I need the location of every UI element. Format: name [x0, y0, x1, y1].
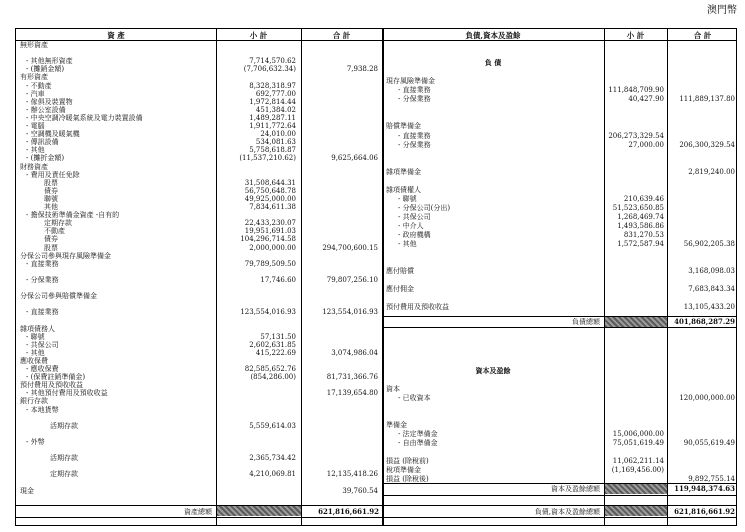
row-label: - 其他預付費用及預收收益	[26, 389, 108, 398]
row-label: 損益 (除稅後)	[386, 475, 429, 484]
row-label: 銀行存款	[20, 397, 48, 406]
shaded-cell	[605, 484, 667, 494]
row-subtotal: 534,081.63	[255, 138, 296, 147]
row-label: - (保費註銷準備金)	[26, 373, 86, 382]
row-subtotal: 15,006,000.00	[612, 430, 664, 439]
row-label: - 其他無形資產	[26, 57, 73, 66]
row-total: 123,554,016.93	[322, 308, 378, 317]
capital-total-label: 資本及盈餘總額	[551, 485, 600, 493]
row-label: 現存風險準備金	[386, 77, 435, 86]
liabilities-total-label: 負債總額	[572, 318, 600, 326]
row-total: 56,902,205.38	[683, 240, 735, 249]
currency-unit: 澳門幣	[707, 5, 737, 16]
row-label: 活期存款	[50, 421, 78, 430]
row-subtotal: 415,222.69	[255, 348, 296, 357]
row-subtotal: 79,789,509.50	[244, 259, 296, 268]
row-subtotal: 11,062,211.14	[612, 457, 664, 466]
row-total: 9,892,755.14	[688, 475, 735, 484]
row-label: 分保公司參與賠償準備金	[20, 292, 97, 301]
row-label: - 聯號	[26, 332, 45, 341]
row-subtotal: 75,051,619.49	[612, 439, 664, 448]
row-total: 79,807,256.10	[326, 275, 378, 284]
rule	[383, 495, 736, 496]
row-total: 206,300,329.54	[679, 140, 735, 149]
row-label: - 共保公司	[26, 340, 59, 349]
row-label: 聯號	[44, 194, 58, 203]
row-label: 現金	[20, 486, 34, 495]
grand-total-label: 負債,資本及盈餘總額	[534, 508, 600, 516]
row-label: - 直接業務	[398, 86, 431, 95]
grand-total-value: 621,816,661.92	[674, 507, 735, 516]
row-subtotal: 210,639.46	[623, 194, 664, 203]
row-label: - 傢俱及裝置物	[26, 97, 73, 106]
row-label: - 法定準備金	[398, 430, 438, 439]
col-divider	[667, 29, 668, 525]
header-subtotal-left: 小 計	[249, 31, 268, 40]
row-label: - 其他	[26, 146, 45, 155]
header-total-left: 合 計	[332, 31, 351, 40]
row-subtotal: 49,925,000.00	[244, 194, 296, 203]
row-subtotal: 123,554,016.93	[240, 308, 296, 317]
row-total: 81,731,366.76	[326, 373, 378, 382]
rule	[16, 517, 736, 518]
header-assets: 資 產	[107, 31, 125, 40]
row-label: 損益 (除稅前)	[386, 457, 429, 466]
row-label: - 共保公司	[398, 212, 431, 221]
row-subtotal: 22,433,230.07	[244, 219, 296, 228]
row-label: 財務資產	[20, 162, 48, 171]
row-subtotal: 5,758,618.87	[249, 146, 296, 155]
row-label: 資本及盈餘	[475, 365, 511, 375]
assets-total-value: 621,816,661.92	[318, 507, 379, 516]
row-label: - 直接業務	[398, 131, 431, 140]
row-label: 雜項債務人	[20, 324, 55, 333]
row-label: - 其他	[26, 348, 45, 357]
capital-total-value: 119,948,374.63	[674, 484, 735, 493]
row-total: 120,000,000.00	[679, 393, 735, 402]
row-label: - 外幣	[26, 437, 45, 446]
row-total: 17,139,654.80	[326, 389, 378, 398]
row-label: - 直接業務	[26, 259, 59, 268]
row-label: - (攤銷金額)	[26, 65, 65, 74]
row-label: - 應收保費	[26, 365, 59, 373]
row-subtotal: 57,131.50	[260, 332, 296, 341]
row-subtotal: 1,489,287.11	[249, 113, 296, 122]
row-subtotal: 31,508,644.31	[244, 178, 296, 187]
row-total: 7,683,843.34	[688, 285, 735, 294]
row-label: - 聯號	[398, 194, 417, 203]
row-label: - 分保公司(分出)	[398, 203, 451, 212]
shaded-cell	[217, 506, 301, 516]
row-total: 39,760.54	[342, 486, 378, 495]
row-total: 7,938.28	[346, 65, 378, 74]
shaded-cell	[605, 506, 667, 516]
row-label: 賠償準備金	[386, 122, 421, 131]
row-label: - 已收資本	[398, 393, 431, 402]
col-divider	[604, 29, 605, 525]
row-label: 雜項準備金	[386, 167, 421, 176]
row-total: 111,889,137.80	[679, 95, 735, 104]
row-label: 無形資產	[20, 41, 48, 49]
row-label: - 分保業務	[398, 95, 431, 104]
row-label: 稅項準備金	[386, 466, 421, 475]
row-subtotal: 1,911,772.64	[249, 122, 296, 130]
row-subtotal: 17,746.60	[260, 275, 296, 284]
center-divider	[382, 29, 384, 525]
row-subtotal: 7,714,570.62	[249, 57, 296, 66]
header-liabilities: 負債,資本及盈餘	[465, 31, 521, 40]
row-label: 定期存款	[50, 470, 78, 479]
row-subtotal: 1,572,587.94	[617, 240, 664, 249]
row-label: 應收保費	[20, 356, 48, 365]
row-subtotal: 5,559,614.03	[249, 421, 296, 430]
row-subtotal: 51,523,650.85	[612, 203, 664, 212]
row-total: 2,819,240.00	[688, 167, 735, 176]
row-subtotal: 82,585,652.76	[244, 365, 296, 373]
row-subtotal: 7,834,611.38	[249, 203, 296, 211]
row-total: 9,625,664.06	[331, 154, 378, 163]
row-subtotal: 2,365,734.42	[249, 454, 296, 463]
row-subtotal: 8,328,318.97	[249, 81, 296, 90]
liabilities-total-value: 401,868,287.29	[674, 317, 735, 326]
row-label: - 電腦	[26, 122, 45, 130]
row-label: 預付費用及預收收益	[386, 303, 449, 312]
row-label: 債券	[44, 235, 58, 244]
row-label: - 中央空調冷暖氣系統及電力裝置設備	[26, 113, 143, 122]
row-label: - 辦公室設備	[26, 105, 66, 114]
row-label: 資本	[386, 384, 400, 393]
row-label: - 擔保技術準備金資產 -自有的	[26, 211, 120, 220]
row-label: 應付賠償	[386, 267, 414, 276]
row-total: 13,105,433.20	[683, 303, 735, 312]
row-label: - 分保業務	[398, 140, 431, 149]
row-subtotal: 1,493,586.86	[617, 222, 664, 230]
row-total: 12,135,418.26	[326, 470, 378, 479]
row-label: - 直接業務	[26, 308, 59, 317]
row-label: - (攤折金額)	[26, 154, 65, 163]
row-subtotal: 692,777.00	[255, 89, 296, 98]
row-label: - 本地貨幣	[26, 405, 59, 414]
row-subtotal: (1,169,456.00)	[611, 466, 664, 475]
row-label: 應付佣金	[386, 285, 414, 294]
row-subtotal: 40,427.90	[628, 95, 664, 104]
row-subtotal: 111,848,709.90	[608, 86, 664, 95]
row-label: 預付費用及預收收益	[20, 381, 83, 390]
row-subtotal: 27,000.00	[628, 140, 664, 149]
row-label: 定期存款	[44, 219, 72, 228]
row-label: - 其他	[398, 240, 417, 249]
row-subtotal: (854,286.00)	[250, 373, 296, 382]
row-subtotal: 104,296,714.58	[240, 235, 296, 244]
header-total-right: 合 計	[693, 31, 712, 40]
row-subtotal: 56,750,648.78	[244, 186, 296, 195]
row-label: 股票	[44, 243, 58, 252]
row-label: 活期存款	[50, 454, 78, 463]
row-label: 負 債	[484, 58, 502, 68]
row-subtotal: 4,210,069.81	[249, 470, 296, 479]
row-subtotal: 2,000,000.00	[249, 243, 296, 252]
balance-sheet-table	[15, 28, 737, 526]
shaded-cell	[605, 317, 667, 327]
row-label: 準備金	[386, 421, 407, 430]
row-total: 3,074,986.04	[331, 348, 378, 357]
row-subtotal: 206,273,329.54	[608, 131, 664, 140]
row-subtotal: (11,537,210.62)	[239, 154, 296, 163]
row-total: 294,700,600.15	[322, 243, 378, 252]
row-label: 不動產	[44, 227, 65, 236]
row-label: - 費用及責任免除	[26, 170, 80, 179]
row-label: 有形資產	[20, 73, 48, 82]
row-label: 其他	[44, 203, 58, 211]
row-label: - 分保業務	[26, 275, 59, 284]
row-total: 3,168,098.03	[688, 267, 735, 276]
row-subtotal: 24,010.00	[260, 130, 296, 139]
row-label: 分保公司參與現存風險準備金	[20, 251, 111, 260]
row-subtotal: 1,268,469.74	[617, 212, 664, 221]
row-label: - 汽車	[26, 89, 45, 98]
row-total: 90,055,619.49	[683, 439, 735, 448]
row-label: - 傳訊設備	[26, 138, 59, 147]
row-label: - 中介人	[398, 222, 424, 230]
row-label: - 政府機構	[398, 231, 431, 240]
rule	[383, 327, 736, 328]
row-label: - 自由準備金	[398, 439, 438, 448]
header-subtotal-right: 小 計	[626, 31, 645, 40]
row-subtotal: (7,706,632.34)	[243, 65, 296, 74]
row-label: 債券	[44, 186, 58, 195]
row-label: - 空調機及暖氣機	[26, 130, 80, 139]
row-subtotal: 831,270.53	[623, 231, 664, 240]
row-subtotal: 19,951,691.03	[244, 227, 296, 236]
row-label: - 不動產	[26, 81, 52, 90]
row-subtotal: 2,602,631.85	[249, 340, 296, 349]
row-label: 雜項債權人	[386, 185, 421, 194]
assets-total-label: 資產總額	[184, 508, 212, 516]
row-subtotal: 1,972,814.44	[249, 97, 296, 106]
row-label: 股票	[44, 178, 58, 187]
row-subtotal: 451,384.02	[255, 105, 296, 114]
